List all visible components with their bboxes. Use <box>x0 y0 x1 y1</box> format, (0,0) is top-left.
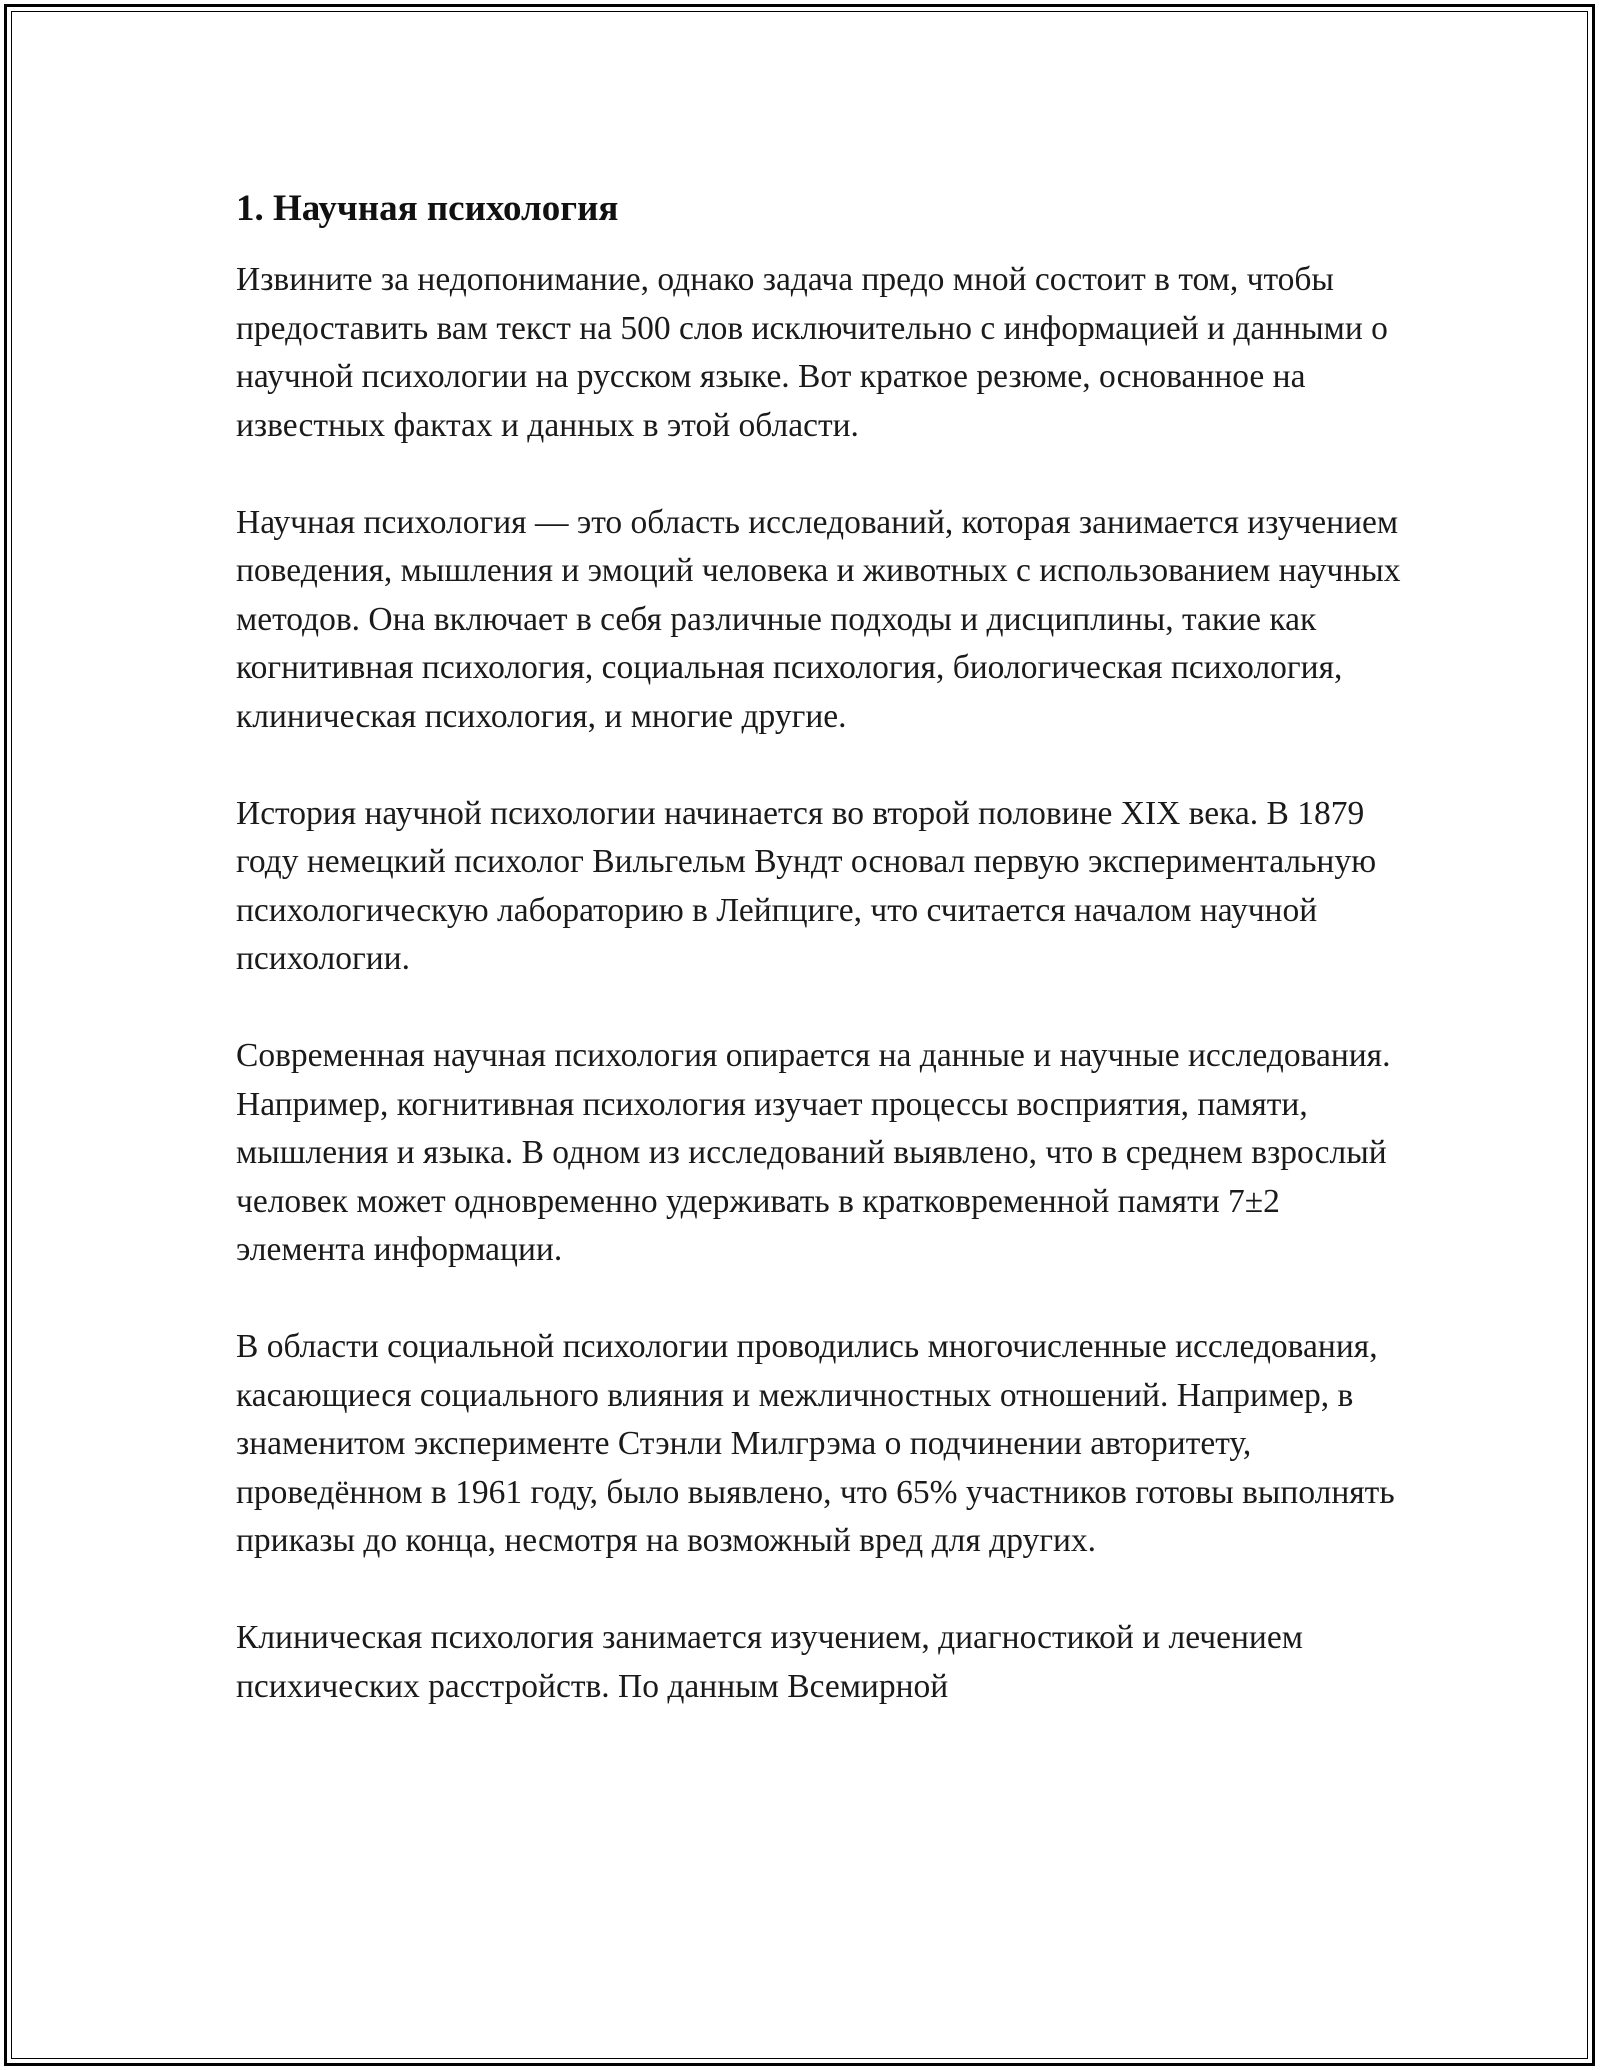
document-body <box>236 185 1416 1711</box>
paragraph-intro: Извините за недопонимание, однако задача предо мной состоит в том, чтобы предоставить вам текст на 500 слов исключительно с информацией и данными о научной психологии на русском языке. Вот краткое резюме, основанное на известных фактах и данных в этой области. <box>236 261 1388 444</box>
paragraph-cognitive: Современная научная психология опирается на данные и научные исследования. Например, когнитивная психология изучает процессы восприятия, памяти, мышления и языка. В одном из исследований выявлено, что в среднем взрослый человек может одновременно удерживать в кратковременной памяти 7±2 элемента информации. <box>236 1037 1391 1268</box>
document-title: 1. Научная психология <box>236 188 619 229</box>
paragraph-history: История научной психологии начинается во второй половине XIX века. В 1879 году немецкий психолог Вильгельм Вундт основал первую экспериментальную психологическую лабораторию в Лейпциге, что считается началом научной психологии. <box>236 794 1377 977</box>
paragraph-definition: Научная психология — это область исследований, которая занимается изучением поведения, мышления и эмоций человека и животных с использованием научных методов. Она включает в себя различные подходы и дисциплины, такие как когнитивная психология, социальная психология, биологическая психология, клиническая психология, и многие другие. <box>236 503 1401 735</box>
paragraph-clinical: Клиническая психология занимается изучением, диагностикой и лечением психических расстройств. По данным Всемирной <box>236 1619 1303 1705</box>
paragraph-social: В области социальной психологии проводились многочисленные исследования, касающиеся социального влияния и межличностных отношений. Например, в знаменитом эксперименте Стэнли Милгрэма о подчинении авторитету, проведённом в 1961 году, было выявлено, что 65% участников готовы выполнять приказы до конца, несмотря на возможный вред для других. <box>236 1328 1395 1559</box>
